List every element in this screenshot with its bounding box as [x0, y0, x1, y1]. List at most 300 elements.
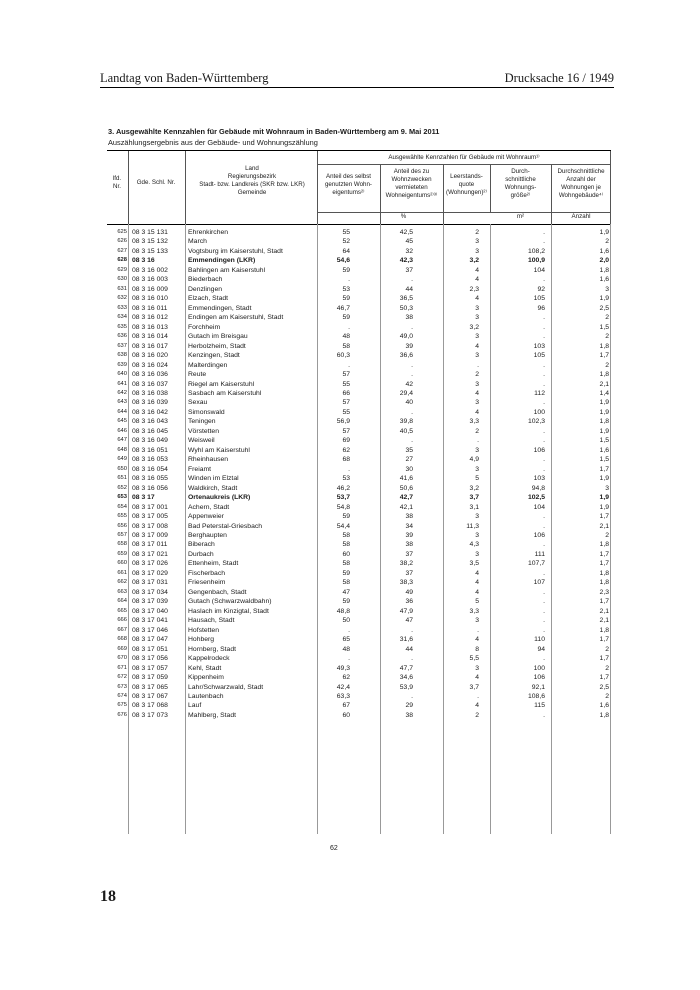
table-row	[107, 275, 611, 284]
row-v2: 49,0	[399, 333, 413, 341]
row-v1: 53	[342, 475, 350, 483]
row-v1: 63,3	[336, 692, 350, 700]
row-name: Ortenaukreis (LKR)	[188, 494, 251, 502]
row-v2: 50,3	[399, 304, 413, 312]
row-code: 08 3 16 039	[132, 399, 168, 407]
row-name: Biederbach	[188, 276, 223, 284]
row-v1: .	[348, 655, 350, 663]
row-code: 08 3 16 056	[132, 484, 168, 492]
row-name: Emmendingen, Stadt	[188, 304, 252, 312]
row-number: 631	[117, 285, 127, 292]
row-v2: 40,5	[399, 427, 413, 435]
row-number: 663	[117, 588, 127, 595]
row-v3: 4	[475, 295, 479, 303]
row-v2: 40	[405, 399, 413, 407]
row-code: 08 3 16 014	[132, 333, 168, 341]
row-v1: 53	[342, 285, 350, 293]
row-name: Simonswald	[188, 408, 225, 416]
row-code: 08 3 16 043	[132, 418, 168, 426]
row-number: 654	[117, 503, 127, 510]
row-v3: 3,5	[469, 560, 479, 568]
row-code: 08 3 16 036	[132, 371, 168, 379]
row-name: Ehrenkirchen	[188, 229, 229, 236]
row-v5: 1,7	[599, 352, 609, 360]
row-v1: 50	[342, 617, 350, 625]
row-name: Berghaupten	[188, 532, 227, 539]
row-v3: 3	[475, 532, 479, 539]
table-row	[107, 389, 611, 398]
table-row	[107, 455, 611, 464]
row-number: 661	[117, 569, 127, 576]
row-v1: 59	[342, 295, 350, 303]
row-v5: 1,8	[599, 541, 609, 549]
row-v1: 55	[342, 408, 350, 416]
row-name: Sasbach am Kaiserstuhl	[188, 389, 262, 397]
row-v1: 64	[342, 247, 350, 255]
row-v1: 54,4	[336, 522, 350, 530]
col-header-v5: Durchschnittliche Anzahl der Wohnungen je Wohngebäude⁴⁾	[557, 168, 605, 199]
row-code: 08 3 16 051	[132, 446, 168, 454]
row-v5: 2	[605, 664, 609, 672]
row-v5: 2	[605, 333, 609, 341]
row-v1: 48,8	[336, 607, 350, 615]
row-v5: 2,0	[599, 257, 609, 265]
row-v2: 49	[405, 588, 413, 596]
row-v2: 47,7	[399, 664, 413, 672]
row-name: Durbach	[188, 550, 214, 558]
row-v1: .	[348, 276, 350, 284]
row-code: 08 3 17 047	[132, 636, 168, 644]
row-v3: 4	[475, 579, 479, 587]
row-v2: 38,3	[399, 579, 413, 587]
row-code: 08 3 17 059	[132, 674, 168, 682]
row-v4: 104	[533, 503, 545, 511]
row-v3: 4,9	[469, 456, 479, 464]
row-v3: 4	[475, 569, 479, 577]
table-row	[107, 370, 611, 379]
row-v5: 1,9	[599, 427, 609, 435]
row-number: 632	[117, 295, 127, 302]
row-v3: 4	[475, 408, 479, 416]
row-v2: 34,6	[399, 674, 413, 682]
row-v3: 3	[475, 247, 479, 255]
row-code: 08 3 17 005	[132, 513, 168, 521]
row-v2: 39	[405, 532, 413, 539]
row-number: 671	[117, 664, 127, 671]
row-v3: 3	[475, 380, 479, 388]
table-row	[107, 304, 611, 313]
row-name: Forchheim	[188, 323, 221, 331]
row-code: 08 3 17 008	[132, 522, 168, 530]
row-v3: 4	[475, 702, 479, 710]
table-row	[107, 436, 611, 445]
row-v5: 1,7	[599, 560, 609, 568]
table-row	[107, 626, 611, 635]
table-row	[107, 701, 611, 710]
row-number: 670	[117, 655, 127, 662]
row-v4: 107,7	[527, 560, 545, 568]
col-header-v3: Leerstands- quote (Wohnungen)²⁾	[446, 173, 487, 196]
row-v2: 38	[405, 513, 413, 521]
row-v4: .	[543, 371, 545, 379]
col-header-land: Land Regierungsbezirk Stadt- bzw. Landkreis (SKR bzw. LKR) Gemeinde	[199, 165, 305, 196]
row-v3: 2	[475, 427, 479, 435]
row-code: 08 3 17 001	[132, 503, 168, 511]
table-row	[107, 408, 611, 417]
row-v3: 11,3	[466, 522, 479, 530]
row-code: 08 3 17 009	[132, 532, 168, 539]
row-name: Hofstetten	[188, 626, 219, 634]
row-v1: 57	[342, 427, 350, 435]
row-v5: 2,5	[599, 683, 609, 691]
row-v2: 37	[405, 550, 413, 558]
table-row	[107, 550, 611, 559]
row-v2: 41,6	[399, 475, 413, 483]
row-code: 08 3 16 037	[132, 380, 168, 388]
table-row	[107, 294, 611, 303]
table-row	[107, 512, 611, 521]
row-name: Vörstetten	[188, 427, 219, 435]
row-v4: .	[543, 399, 545, 407]
row-v3: .	[477, 692, 479, 700]
row-name: Sexau	[188, 399, 208, 407]
row-v1: 54,6	[336, 257, 350, 265]
row-number: 628	[117, 257, 127, 264]
row-v5: 1,5	[599, 456, 609, 464]
row-v2: 34	[405, 522, 413, 530]
table-row	[107, 256, 611, 265]
row-name: Lautenbach	[188, 692, 224, 700]
row-name: Elzach, Stadt	[188, 295, 229, 303]
row-number: 647	[117, 437, 127, 444]
row-v1: 52	[342, 238, 350, 246]
row-v3: 3,3	[469, 607, 479, 615]
row-v1: 47	[342, 588, 350, 596]
row-v5: 1,6	[599, 702, 609, 710]
row-number: 626	[117, 238, 127, 245]
row-number: 673	[117, 683, 127, 690]
row-v4: .	[543, 314, 545, 322]
row-name: Lahr/Schwarzwald, Stadt	[188, 683, 264, 691]
col-header-schl: Gde. Schl. Nr.	[136, 179, 176, 186]
row-v2: 42,3	[399, 257, 413, 265]
row-v5: 1,7	[599, 550, 609, 558]
row-v1: .	[348, 323, 350, 331]
row-name: Kehl, Stadt	[188, 664, 222, 672]
row-v1: 69	[342, 437, 350, 445]
row-v4: .	[543, 238, 545, 246]
row-v1: 53,7	[336, 494, 350, 502]
row-code: 08 3 17 051	[132, 645, 168, 653]
row-code: 08 3 16 017	[132, 342, 168, 350]
row-number: 653	[117, 494, 127, 501]
row-name: Weisweil	[188, 437, 215, 445]
row-v1: 59	[342, 598, 350, 606]
row-v3: 3	[475, 238, 479, 246]
row-v5: 1,7	[599, 655, 609, 663]
row-v3: 3	[475, 550, 479, 558]
row-v3: 4	[475, 588, 479, 596]
row-v2: .	[411, 323, 413, 331]
row-v5: 2	[605, 692, 609, 700]
table-row	[107, 266, 611, 275]
row-code: 08 3 17	[132, 494, 155, 502]
row-v2: 47	[405, 617, 413, 625]
row-number: 668	[117, 636, 127, 643]
row-number: 662	[117, 579, 127, 586]
row-v1: 56,9	[336, 418, 350, 426]
table-row	[107, 380, 611, 389]
row-code: 08 3 17 068	[132, 702, 168, 710]
row-v1: 58	[342, 532, 350, 539]
row-v5: 1,5	[599, 323, 609, 331]
row-name: Ettenheim, Stadt	[188, 560, 239, 568]
row-v5: 3	[605, 285, 609, 293]
row-name: Appenweier	[188, 513, 224, 521]
row-name: Bahlingen am Kaiserstuhl	[188, 266, 266, 274]
row-v2: 42,5	[399, 229, 413, 236]
row-v2: .	[411, 408, 413, 416]
row-name: Lauf	[188, 702, 202, 710]
table-row	[107, 645, 611, 654]
row-v2: 30	[405, 465, 413, 473]
row-v3: 3	[475, 465, 479, 473]
row-v1: .	[348, 626, 350, 634]
table-row	[107, 683, 611, 692]
table-row	[107, 247, 611, 256]
row-v2: .	[411, 437, 413, 445]
row-v5: 1,5	[599, 437, 609, 445]
row-v5: 1,7	[599, 636, 609, 644]
row-code: 08 3 16 024	[132, 361, 168, 369]
row-v3: 8	[475, 645, 479, 653]
row-v4: .	[543, 456, 545, 464]
row-v2: 36,6	[399, 352, 413, 360]
row-v1: 66	[342, 389, 350, 397]
table-row	[107, 597, 611, 606]
row-v3: 5,5	[469, 655, 479, 663]
row-v2: 38,2	[399, 560, 413, 568]
row-number: 636	[117, 333, 127, 340]
row-v3: 3	[475, 333, 479, 341]
table-row	[107, 351, 611, 360]
row-code: 08 3 15 131	[132, 229, 168, 236]
row-v4: 100	[533, 408, 545, 416]
row-name: Winden im Elztal	[188, 475, 239, 483]
row-name: March	[188, 238, 207, 246]
row-name: Kippenheim	[188, 674, 224, 682]
table-title: 3. Ausgewählte Kennzahlen für Gebäude mit Wohnraum in Baden-Württemberg am 9. Mai 2011	[108, 127, 440, 136]
row-v2: 27	[405, 456, 413, 464]
row-v2: 42,7	[399, 494, 413, 502]
row-v5: 2,5	[599, 304, 609, 312]
row-v3: 2	[475, 711, 479, 719]
row-v3: .	[477, 437, 479, 445]
table-row	[107, 522, 611, 531]
row-v5: 1,8	[599, 711, 609, 719]
table-row	[107, 474, 611, 483]
row-v2: 42	[405, 380, 413, 388]
row-v1: .	[348, 465, 350, 473]
row-v2: 44	[405, 645, 413, 653]
col-header-v1: Anteil des selbst genutzten Wohn- eigentums²⁾	[324, 173, 372, 196]
row-v4: 106	[533, 532, 545, 539]
row-number: 650	[117, 465, 127, 472]
row-number: 669	[117, 645, 127, 652]
row-code: 08 3 17 031	[132, 579, 168, 587]
table-row	[107, 332, 611, 341]
row-number: 630	[117, 276, 127, 283]
row-v2: .	[411, 692, 413, 700]
table-row	[107, 313, 611, 322]
row-v3: 3,3	[469, 418, 479, 426]
row-v2: 47,9	[399, 607, 413, 615]
row-code: 08 3 16 020	[132, 352, 168, 360]
row-code: 08 3 16 012	[132, 314, 168, 322]
row-number: 648	[117, 446, 127, 453]
row-v4: .	[543, 465, 545, 473]
row-v4: .	[543, 588, 545, 596]
table-row	[107, 531, 611, 540]
row-code: 08 3 17 067	[132, 692, 168, 700]
table-row	[107, 616, 611, 625]
table-row	[107, 446, 611, 455]
row-v2: 38	[405, 314, 413, 322]
row-v5: 1,4	[599, 389, 609, 397]
table-row	[107, 484, 611, 493]
row-code: 08 3 16 042	[132, 408, 168, 416]
row-name: Hausach, Stadt	[188, 617, 235, 625]
row-name: Kenzingen, Stadt	[188, 352, 240, 360]
row-v1: 65	[342, 636, 350, 644]
row-code: 08 3 16 013	[132, 323, 168, 331]
row-v5: 1,8	[599, 266, 609, 274]
row-v2: .	[411, 361, 413, 369]
row-v1: 58	[342, 541, 350, 549]
table-row	[107, 323, 611, 332]
row-name: Endingen am Kaiserstuhl, Stadt	[188, 314, 284, 322]
table-row	[107, 417, 611, 426]
row-v1: 59	[342, 266, 350, 274]
row-v3: 2,3	[469, 285, 479, 293]
row-v1: 57	[342, 371, 350, 379]
table-row	[107, 493, 611, 502]
row-code: 08 3 16 049	[132, 437, 168, 445]
row-code: 08 3 17 073	[132, 711, 168, 719]
row-v4: 103	[533, 475, 545, 483]
row-v1: 55	[342, 229, 350, 236]
row-v4: 100,9	[527, 257, 545, 265]
row-v3: .	[477, 361, 479, 369]
row-name: Gengenbach, Stadt	[188, 588, 247, 596]
row-name: Freiamt	[188, 465, 212, 473]
table-row	[107, 711, 611, 720]
row-name: Malterdingen	[188, 361, 228, 369]
table-row	[107, 559, 611, 568]
row-v4: .	[543, 427, 545, 435]
row-code: 08 3 17 011	[132, 541, 168, 549]
row-v3: 3,2	[469, 484, 479, 492]
row-code: 08 3 16 003	[132, 276, 168, 284]
row-v4: 115	[534, 702, 545, 710]
row-v3: 4	[475, 389, 479, 397]
row-number: 660	[117, 560, 127, 567]
table-row	[107, 503, 611, 512]
table-row	[107, 342, 611, 351]
row-v4: .	[543, 711, 545, 719]
row-v5: 3	[605, 484, 609, 492]
row-v5: 1,6	[599, 276, 609, 284]
row-v4: .	[543, 607, 545, 615]
table-row	[107, 692, 611, 701]
row-v4: .	[543, 229, 545, 236]
row-v2: 39	[405, 342, 413, 350]
row-v4: 105	[533, 352, 545, 360]
row-number: 645	[117, 418, 127, 425]
row-v4: .	[543, 513, 545, 521]
row-v5: 1,9	[599, 229, 609, 236]
row-v4: 106	[533, 446, 545, 454]
row-v5: 2,1	[599, 380, 609, 388]
row-code: 08 3 17 040	[132, 607, 168, 615]
row-number: 666	[117, 617, 127, 624]
row-v1: 60,3	[336, 352, 350, 360]
row-name: Teningen	[188, 418, 216, 426]
row-code: 08 3 16 009	[132, 285, 168, 293]
row-v3: 3	[475, 304, 479, 312]
row-v4: 96	[537, 304, 545, 312]
row-v1: 62	[342, 446, 350, 454]
row-v2: 44	[405, 285, 413, 293]
row-name: Herbolzheim, Stadt	[188, 342, 246, 350]
table-row	[107, 398, 611, 407]
row-code: 08 3 17 034	[132, 588, 168, 596]
row-v5: 2	[605, 361, 609, 369]
table-body	[107, 228, 611, 720]
row-v2: 45	[405, 238, 413, 246]
row-v5: 1,7	[599, 598, 609, 606]
row-v4: 108,2	[527, 247, 545, 255]
table-row	[107, 673, 611, 682]
row-number: 655	[117, 513, 127, 520]
table-row	[107, 654, 611, 663]
row-code: 08 3 15 133	[132, 247, 168, 255]
row-v3: .	[477, 626, 479, 634]
row-v5: 1,8	[599, 342, 609, 350]
row-number: 657	[117, 532, 127, 538]
table-row	[107, 361, 611, 370]
row-v3: 4	[475, 266, 479, 274]
row-v1: 58	[342, 579, 350, 587]
row-v4: 106	[533, 674, 545, 682]
row-v1: 62	[342, 674, 350, 682]
row-name: Fischerbach	[188, 569, 226, 577]
row-number: 639	[117, 361, 127, 368]
col-header-nr: lfd. Nr.	[112, 175, 122, 190]
row-code: 08 3 17 029	[132, 569, 168, 577]
table-row	[107, 664, 611, 673]
row-number: 676	[117, 711, 127, 718]
row-v1: 67	[342, 702, 350, 710]
row-number: 629	[117, 266, 127, 273]
table-subtitle: Auszählungsergebnis aus der Gebäude- und Wohnungszählung	[108, 138, 318, 147]
row-v5: 2,1	[599, 607, 609, 615]
row-v5: 1,8	[599, 569, 609, 577]
table-row	[107, 569, 611, 578]
row-code: 08 3 16 055	[132, 475, 168, 483]
row-v1: 58	[342, 560, 350, 568]
row-code: 08 3 16	[132, 257, 155, 265]
